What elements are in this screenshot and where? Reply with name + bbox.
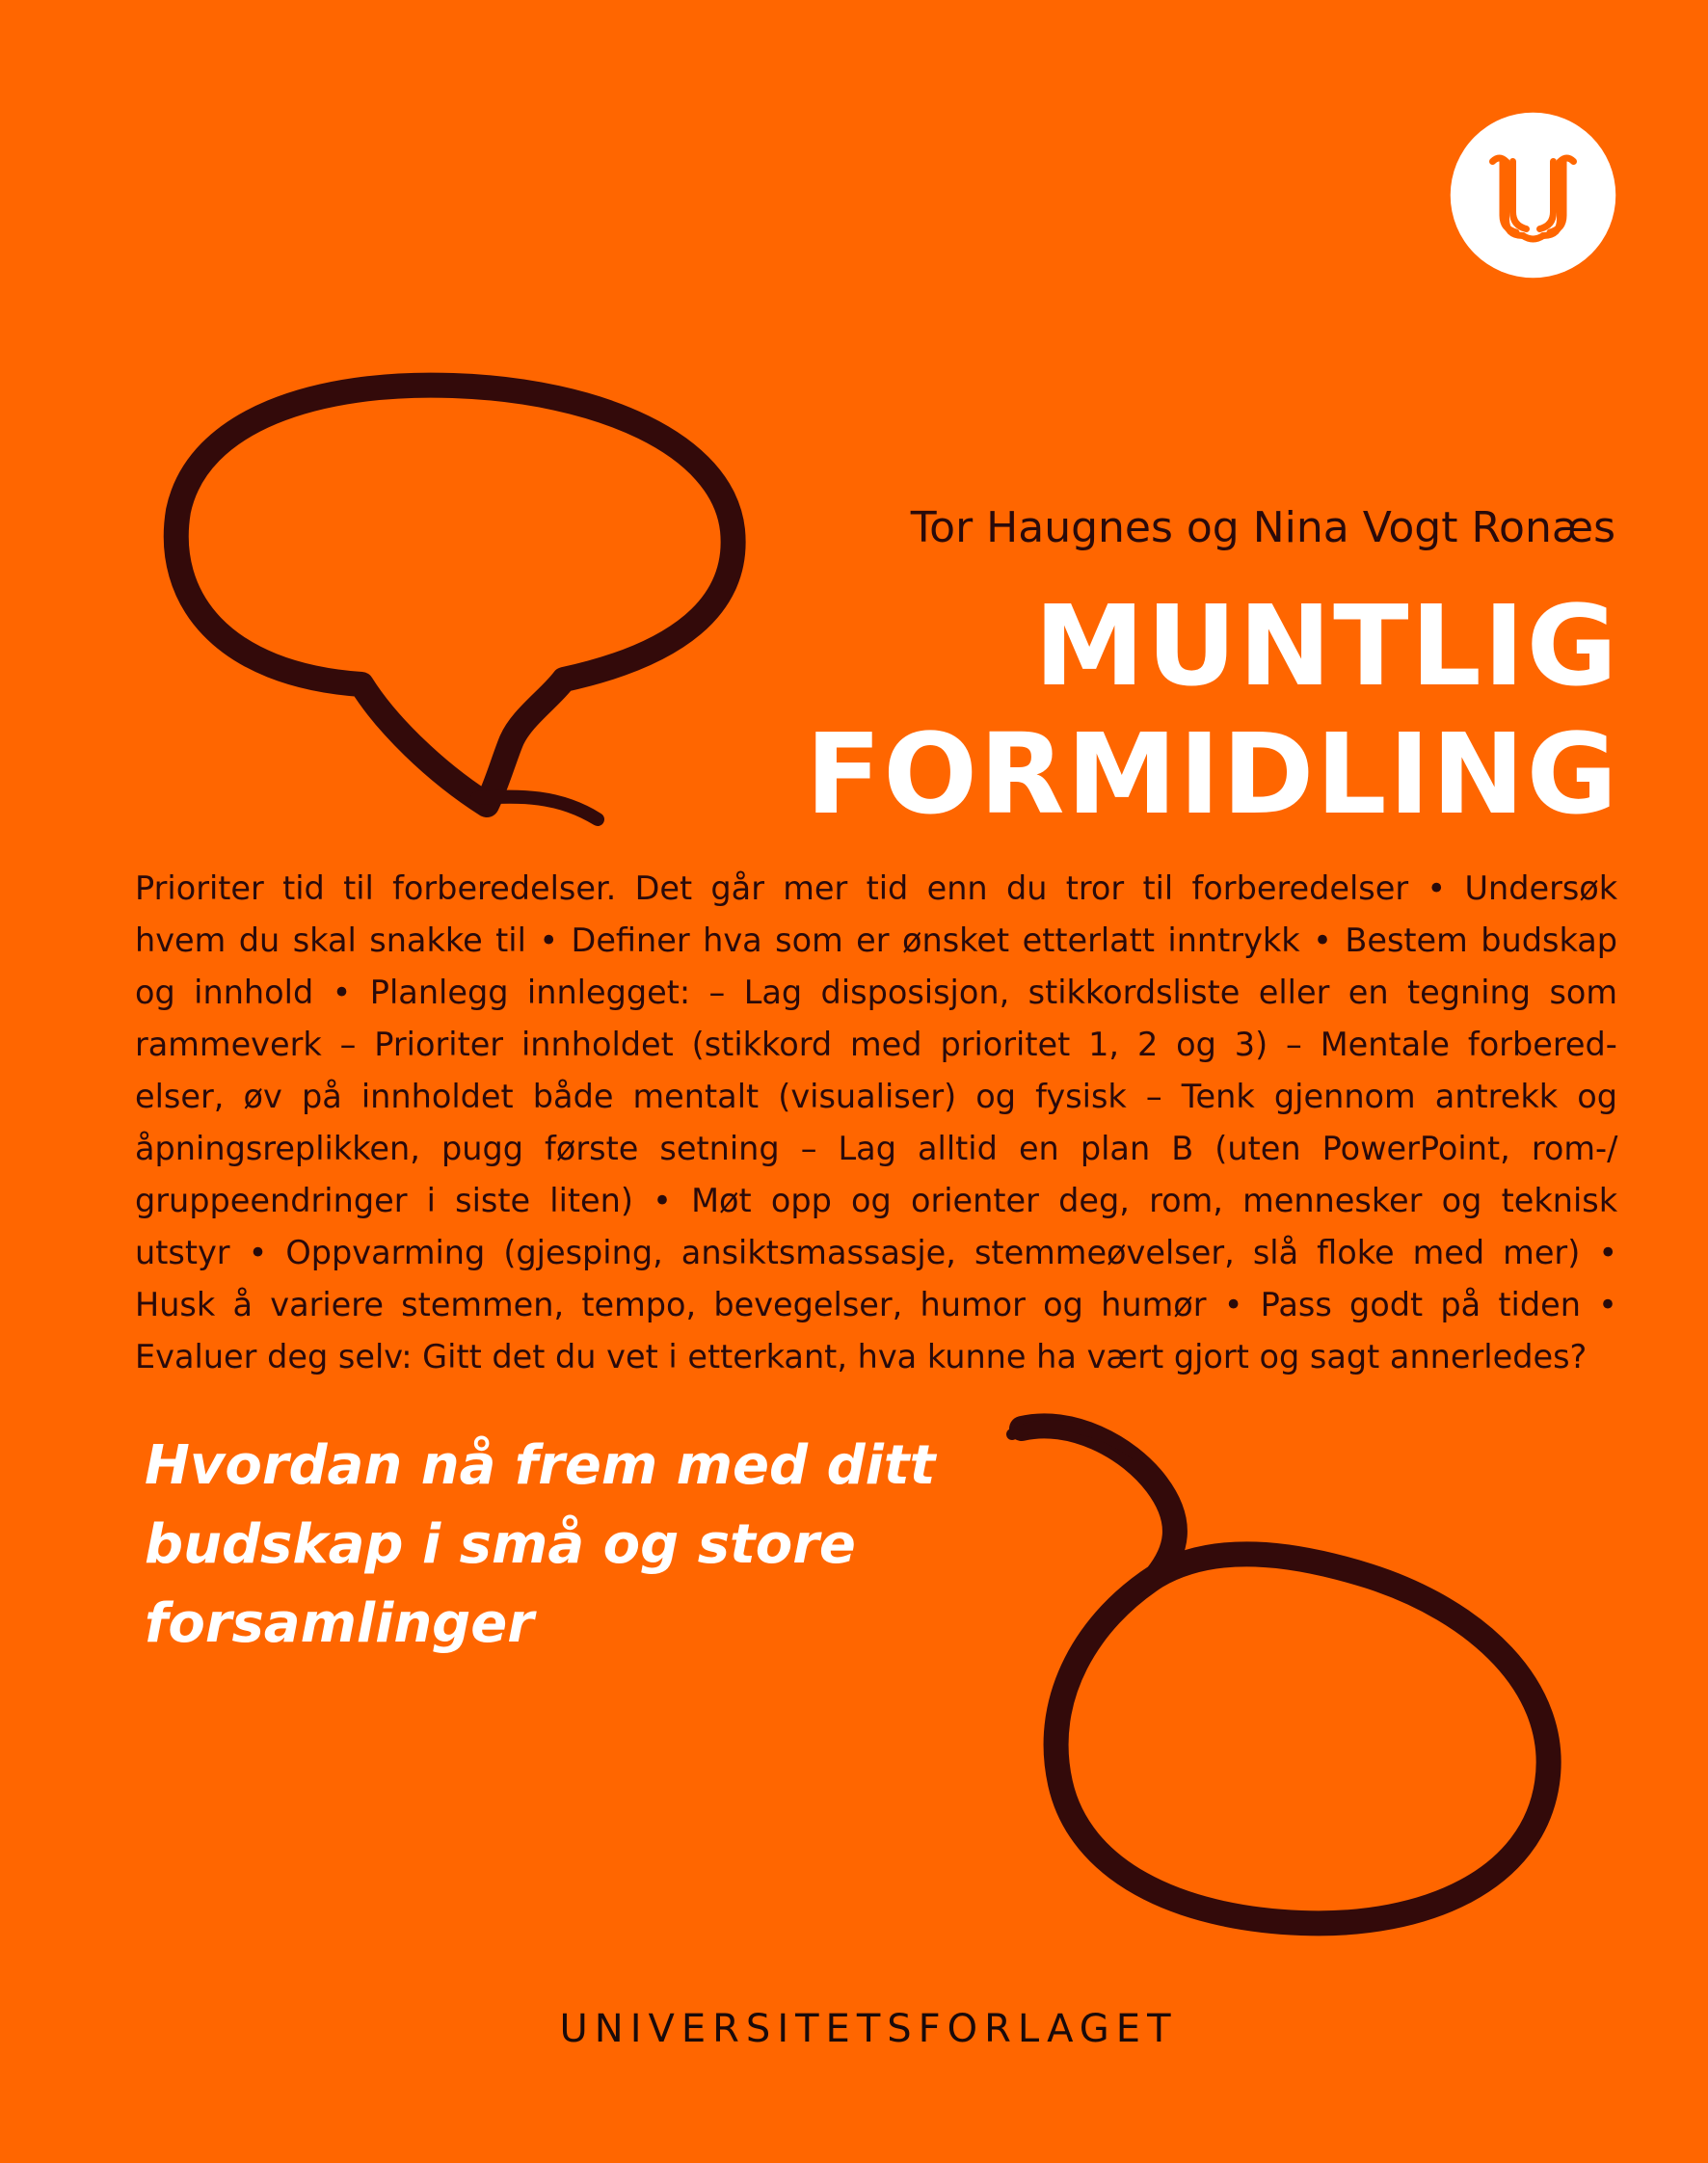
speech-bubble-top-icon [145, 366, 781, 829]
author-names: Tor Haugnes og Nina Vogt Ronæs [910, 503, 1615, 552]
body-line: utstyr • Oppvarming (gjesping, ansiktsmassasje, stemmeøvelser, slå floke med mer) • [135, 1234, 1618, 1271]
body-line: Evaluer deg selv: Gitt det du vet i etterkant, hva kunne ha vært gjort og sagt annerledes? [135, 1338, 1588, 1375]
body-line: rammeverk – Prioriter innholdet (stikkord med prioritet 1, 2 og 3) – Mentale forbered- [135, 1026, 1617, 1063]
back-text-list [135, 863, 1617, 1383]
body-line: elser, øv på innholdet både mentalt (visualiser) og fysisk – Tenk gjennom antrekk og [135, 1078, 1617, 1115]
book-subtitle [145, 1427, 935, 1664]
publisher-logo [1449, 111, 1617, 280]
book-title-line-2: FORMIDLING [805, 710, 1619, 840]
body-line: og innhold • Planlegg innlegget: – Lag disposisjon, stikkordsliste eller en tegning som [135, 974, 1618, 1011]
subtitle-line-3: forsamlinger [145, 1592, 534, 1655]
body-line: Husk å variere stemmen, tempo, bevegelser, humor og humør • Pass godt på tiden • [135, 1286, 1617, 1323]
subtitle-line-2: budskap i små og store [145, 1513, 856, 1576]
book-title-line-1: MUNTLIG [1034, 582, 1619, 711]
body-line: hvem du skal snakke til • Definer hva som er ønsket etterlatt inntrykk • Bestem budskap [135, 921, 1618, 959]
body-line: gruppeendringer i siste liten) • Møt opp og orienter deg, rom, mennesker og teknisk [135, 1182, 1618, 1219]
body-line: Prioriter tid til forberedelser. Det går mer tid enn du tror til forberedelser • Undersøk [135, 869, 1618, 907]
body-line: åpningsreplikken, pugg første setning – Lag alltid en plan B (uten PowerPoint, rom-/ [135, 1130, 1618, 1167]
publisher-monogram-icon [1449, 111, 1617, 280]
speech-bubble-bottom-icon [993, 1407, 1590, 1957]
subtitle-line-1: Hvordan nå frem med ditt [145, 1434, 936, 1497]
publisher-name: UNIVERSITETSFORLAGET [559, 2007, 1178, 2051]
book-title [806, 583, 1619, 840]
